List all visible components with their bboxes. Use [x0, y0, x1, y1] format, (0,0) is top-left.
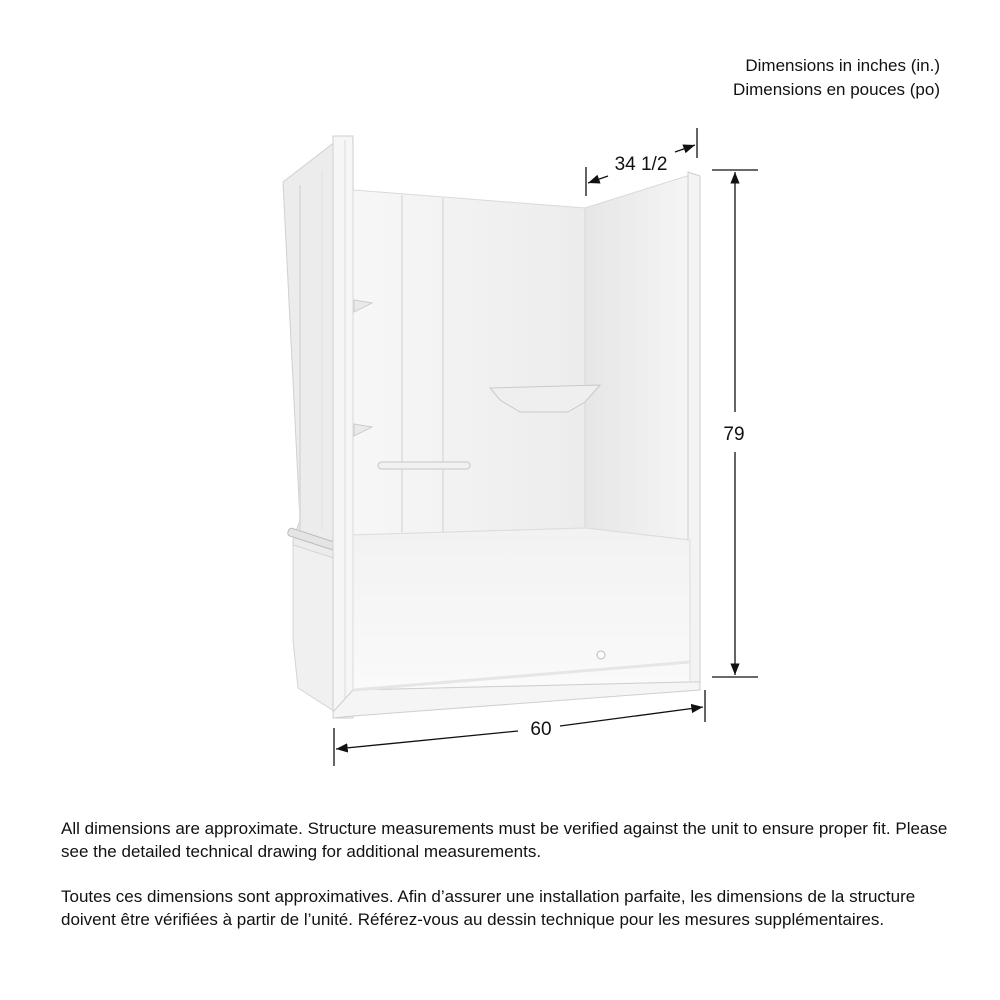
depth-dimension-arrow — [588, 176, 608, 183]
disclaimer-notes — [61, 817, 951, 953]
towel-bar — [378, 462, 470, 469]
disclaimer-french: Toutes ces dimensions sont approximatives. Afin d’assurer une installation parfaite, les dimensions de la structure doivent être vérifiées à partir de l’unité. Référez-vous au dessin technique pour les mesures supplémentaires. — [61, 887, 916, 929]
depth-dimension-label: 34 1/2 — [614, 154, 668, 175]
right-side-wall — [585, 175, 690, 540]
units-note-english: Dimensions in inches (in.) — [745, 56, 940, 75]
height-dimension — [712, 170, 758, 677]
units-note-french: Dimensions en pouces (po) — [733, 80, 940, 99]
height-dimension-label: 79 — [723, 424, 745, 445]
back-wall — [353, 190, 585, 535]
shower-unit-illustration — [283, 136, 700, 718]
front-left-flange — [333, 136, 353, 718]
width-dimension-arrow — [336, 731, 518, 749]
drain — [597, 651, 605, 659]
width-dimension-label: 60 — [530, 719, 552, 740]
disclaimer-english: All dimensions are approximate. Structure measurements must be verified against the unit to ensure proper fit. Please see the detailed technical drawing for additional measurements. — [61, 819, 948, 861]
